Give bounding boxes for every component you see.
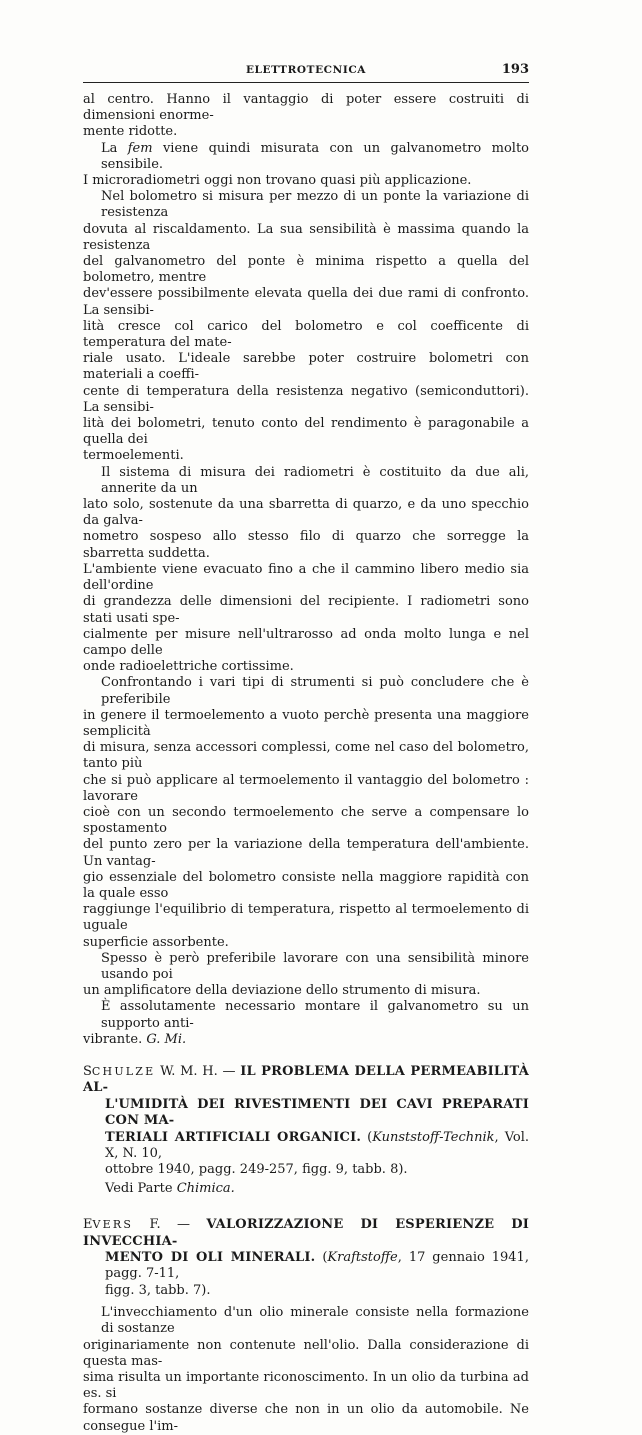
text-line: di grandezza delle dimensioni del recipiente. I radiometri sono stati usati spe- [83, 594, 529, 626]
abstract-entry-schulze [83, 1064, 529, 1197]
text-line: superficie assorbente. [83, 934, 229, 950]
entry-line [83, 1250, 529, 1283]
text-line: del punto zero per la variazione della temperatura dell'ambiente. Un vantag- [83, 837, 529, 869]
author-surname: VERS [92, 1218, 134, 1232]
text-line: al centro. Hanno il vantaggio di poter essere costruiti di dimensioni enorme- [83, 92, 529, 124]
text-fragment: Vedi Parte [105, 1180, 177, 1196]
text-line: di misura, senza accessori complessi, come nel caso del bolometro, tanto più [83, 740, 529, 772]
fem-term: fem [127, 140, 153, 156]
abstract-entry-evers [83, 1217, 529, 1299]
text-line: Spesso è però preferibile lavorare con una sensibilità minore usando poi [101, 950, 529, 982]
paragraph-4 [83, 465, 529, 676]
text-line: un amplificatore della deviazione dello strumento di misura. [83, 983, 481, 999]
text-line: termoelementi. [83, 448, 184, 464]
text-line: Nel bolometro si misura per mezzo di un ponte la variazione di resistenza [101, 189, 529, 221]
text-line: Il sistema di misura dei radiometri è costituito da due ali, annerite da un [101, 464, 529, 496]
text-line: I microradiometri oggi non trovano quasi più applicazione. [83, 173, 472, 189]
text-line: cioè con un secondo termoelemento che serve a compensare lo spostamento [83, 804, 529, 837]
entry-title: TERIALI ARTIFICIALI ORGANICI. [105, 1129, 362, 1145]
paragraph-6 [83, 951, 529, 1000]
paragraph-2 [83, 141, 529, 190]
text-line: lità dei bolometri, tenuto conto del rendimento è paragonabile a quella dei [83, 416, 529, 448]
text-line: cente di temperatura della resistenza negativo (semiconduttori). La sensibi- [83, 383, 529, 415]
text-fragment: viene quindi misurata con un galvanometro molto sensibile. [101, 140, 529, 172]
citation: , 17 gennaio 1941, pagg. 7-11, [105, 1250, 529, 1282]
text-line: L'ambiente viene evacuato fino a che il cammino libero medio sia dell'ordine [83, 561, 529, 594]
text-line: lato solo, sostenute da una sbarretta di quarzo, e da uno specchio da galva- [83, 497, 529, 529]
text-line: Confrontando i vari tipi di strumenti si può concludere che è preferibile [101, 675, 529, 707]
entry-line [83, 1130, 529, 1163]
text-line: formano sostanze diverse che non in un olio da automobile. Ne consegue l'im- [83, 1402, 529, 1434]
text-line: riale usato. L'ideale sarebbe poter costruire bolometri con materiali a coeffi- [83, 351, 529, 383]
text-line: sima risulta un importante riconoscimento. In un olio da turbina ad es. si [83, 1370, 529, 1402]
citation: ottobre 1940, pagg. 249-257, figg. 9, tabb. 8). [105, 1162, 408, 1178]
paragraph-1 [83, 92, 529, 141]
text-line: originariamente non contenute nell'olio. Dalla considerazione di questa mas- [83, 1337, 529, 1369]
see-also [83, 1181, 529, 1197]
text-line: nometro sospeso allo stesso filo di quarzo che sorregge la sbarretta suddetta. [83, 529, 529, 561]
text-fragment: ( [361, 1129, 373, 1145]
author-initial: S [83, 1063, 92, 1079]
journal-name: Kraftstoffe [327, 1250, 398, 1266]
text-line: in genere il termoelemento a vuoto perchè presenta una maggiore semplicità [83, 707, 529, 739]
text-line: dev'essere possibilmente elevata quella dei due rami di confronto. La sensibi- [83, 286, 529, 318]
text-line: del galvanometro del ponte è minima rispetto a quella del bolometro, mentre [83, 254, 529, 286]
paragraph-8 [83, 1305, 529, 1435]
entry-title: VALORIZZAZIONE DI ESPERIENZE DI INVECCHIA- [83, 1217, 529, 1249]
text-line: È assolutamente necessario montare il galvanometro su un supporto anti- [101, 999, 529, 1031]
citation: figg. 3, tabb. 7). [105, 1282, 211, 1298]
entry-title: IL PROBLEMA DELLA PERMEABILITÀ AL- [83, 1063, 529, 1096]
text-line: mente ridotte. [83, 124, 178, 140]
author-initials: W. M. H. — [155, 1063, 241, 1079]
journal-name: Kunststoff-Technik [372, 1129, 495, 1145]
page-body [83, 92, 529, 1435]
paragraph-3 [83, 189, 529, 464]
text-line: raggiunge l'equilibrio di temperatura, rispetto al termoelemento di uguale [83, 902, 529, 934]
page-number: 193 [501, 62, 529, 77]
running-head: ELETTROTECNICA [245, 64, 367, 76]
text-line: L'invecchiamento d'un olio minerale consiste nella formazione di sostanze [101, 1305, 529, 1337]
entry-line [83, 1217, 529, 1250]
text-line: lità cresce col carico del bolometro e col coefficente di temperatura del mate- [83, 318, 529, 351]
text-fragment: ( [315, 1250, 328, 1266]
text-line [83, 1032, 529, 1048]
author-initial: E [83, 1217, 93, 1233]
text-line [83, 141, 529, 173]
page-header [83, 60, 529, 83]
citation: , Vol. X, N. 10, [105, 1129, 530, 1162]
entry-title: MENTO DI OLI MINERALI. [105, 1250, 316, 1266]
text-line: onde radioelettriche cortissime. [83, 659, 294, 675]
entry-title: L'UMIDITÀ DEI RIVESTIMENTI DEI CAVI PREPARATI CON MA- [105, 1096, 529, 1129]
text-line: gio essenziale del bolometro consiste nella maggiore rapidità con la quale esso [83, 869, 529, 901]
see-also-section: Chimica. [176, 1180, 235, 1196]
entry-line [83, 1064, 529, 1097]
author-signature: G. Mi. [146, 1031, 187, 1047]
text-line: che si può applicare al termoelemento il vantaggio del bolometro : lavorare [83, 772, 529, 804]
text-fragment: vibrante. [83, 1031, 147, 1047]
text-line: cialmente per misure nell'ultrarosso ad onda molto lunga e nel campo delle [83, 626, 529, 658]
text-line: dovuta al riscaldamento. La sua sensibilità è massima quando la resistenza [83, 221, 529, 253]
paragraph-5 [83, 675, 529, 950]
text-fragment: La [101, 140, 128, 156]
paragraph-7 [83, 999, 529, 1048]
author-surname: CHULZE [91, 1064, 156, 1078]
author-initials: F. — [133, 1217, 207, 1233]
